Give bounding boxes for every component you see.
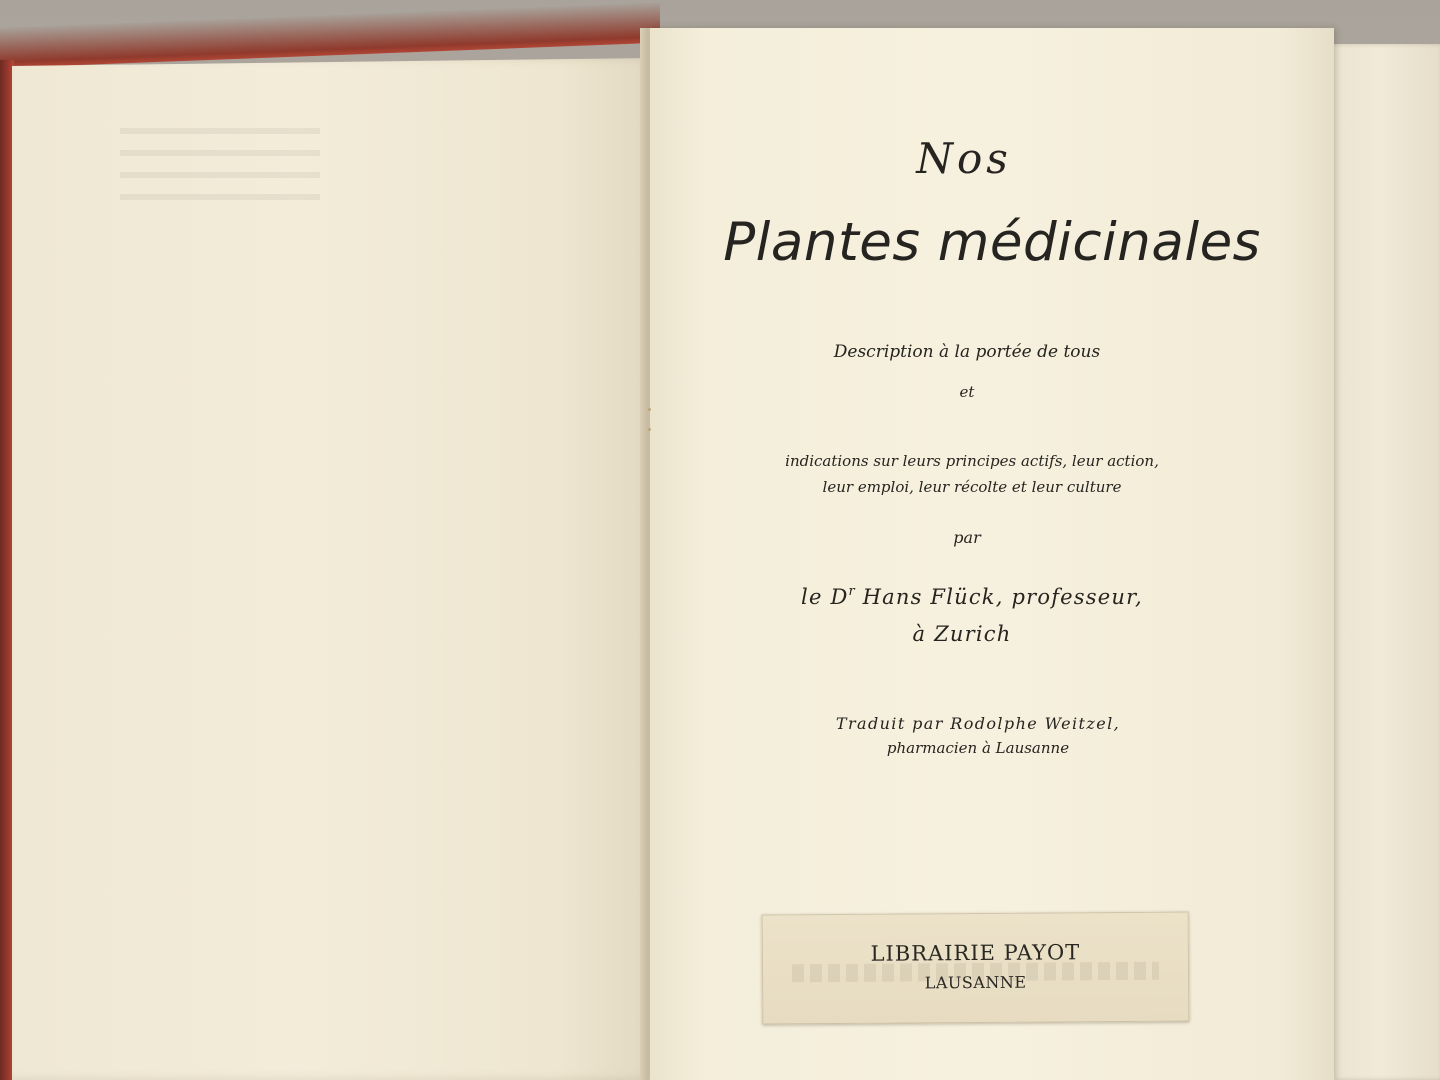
title-line-nos: Nos: [916, 134, 1012, 183]
byline-par: par: [953, 528, 981, 547]
binding-left-edge: [0, 60, 14, 1080]
translator-line: Traduit par Rodolphe Weitzel,: [835, 714, 1121, 733]
bookseller-label: [762, 912, 1190, 1025]
subtitle-conjunction: et: [959, 383, 975, 401]
subtitle-indications-line-2: leur emploi, leur récolte et leur culture: [822, 478, 1122, 496]
bookseller-city: LAUSANNE: [924, 972, 1027, 993]
author-line: [630, 584, 1314, 609]
left-endpaper: [12, 58, 652, 1080]
subtitle-indications-line-1: indications sur leurs principes actifs, leur action,: [785, 452, 1159, 470]
author-prefix: le D: [801, 585, 849, 609]
title-page: [650, 28, 1334, 1080]
translator-role: pharmacien à Lausanne: [886, 739, 1070, 757]
binding-top-edge: [0, 3, 660, 68]
faded-stamp: [120, 128, 320, 208]
author-title-superscript: r: [848, 584, 855, 599]
author-name: Hans Flück, professeur,: [862, 585, 1143, 609]
paper-speck: [648, 428, 651, 431]
page-stack-edge: [1320, 44, 1440, 1080]
bookseller-name: LIBRAIRIE PAYOT: [870, 940, 1081, 966]
book-title: Plantes médicinales: [723, 212, 1261, 273]
subtitle-description: Description à la portée de tous: [833, 342, 1101, 362]
paper-speck: [648, 408, 651, 411]
author-city: à Zurich: [912, 622, 1012, 646]
